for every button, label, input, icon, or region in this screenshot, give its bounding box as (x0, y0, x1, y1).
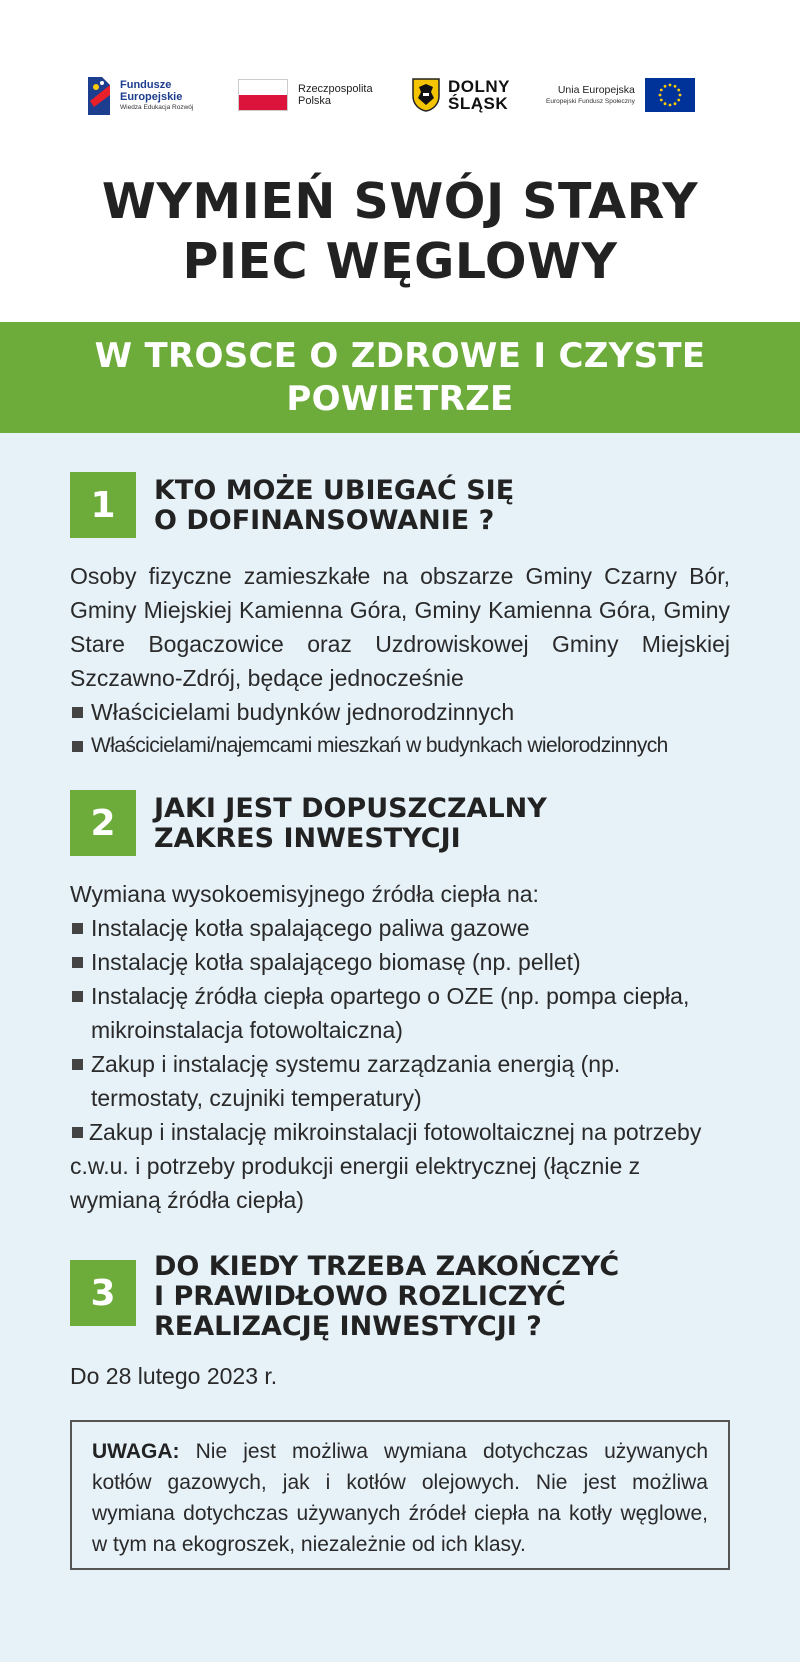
subtitle-band (0, 322, 800, 433)
section-2-title-line1: JAKI JEST DOPUSZCZALNY (154, 793, 547, 824)
fe-name-line1: Fundusze (120, 78, 172, 91)
section-1-title-line1: KTO MOŻE UBIEGAĆ SIĘ (154, 475, 515, 506)
section-1-heading (70, 472, 514, 538)
list-item (70, 729, 730, 763)
section-1-intro: Osoby fizyczne zamieszkałe na obszarze Gminy Czarny Bór, Gminy Miejskiej Kamienna Góra, Gminy Kamienna Góra, Gminy Stare Bogaczowice oraz Uzdrowiskowej Gminy Miejskiej Szczawno-Zdrój, będące jednocześnie (70, 563, 730, 691)
section-3-title-line2: I PRAWIDŁOWO ROZLICZYĆ (154, 1281, 566, 1312)
section-2-heading (70, 790, 547, 856)
section-1-bullet-1: Właścicielami budynków jednorodzinnych (91, 699, 515, 725)
bullet-square-icon (72, 957, 83, 968)
page-title (0, 172, 800, 292)
section-2-bullet-5: Zakup i instalację mikroinstalacji fotowoltaicznej na potrzeby c.w.u. i potrzeby produkcji energii elektrycznej (łącznie z wymianą źródła ciepła) (70, 1119, 702, 1213)
dolny-slask-logo (412, 72, 510, 118)
section-2-body (70, 877, 730, 1217)
bullet-square-icon (72, 1127, 83, 1138)
rzeczpospolita-logo (238, 72, 373, 118)
note-text: Nie jest możliwa wymiana dotychczas używanych kotłów gazowych, jak i kotłów olejowych. Nie jest możliwa wymiana dotychczas używanych źródeł ciepła na kotły węglowe, w tym na ekogroszek, niezależnie od ich klasy. (92, 1440, 708, 1556)
fundusze-europejskie-logo (88, 72, 193, 118)
section-3-title-line3: REALIZACJĘ INWESTYCJI ? (154, 1311, 542, 1342)
ue-line1: Unia Europejska (557, 84, 635, 96)
fundusze-europejskie-icon (88, 73, 112, 117)
bullet-square-icon (72, 707, 83, 718)
section-1-body (70, 559, 730, 763)
fe-name-line2: Europejskie (120, 90, 183, 103)
rp-line1: Rzeczpospolita (298, 83, 373, 95)
section-3-answer: Do 28 lutego 2023 r. (70, 1363, 278, 1389)
list-item (70, 1047, 730, 1115)
rp-line2: Polska (298, 95, 332, 107)
bullet-square-icon (72, 1059, 83, 1070)
section-2-bullet-1: Instalację kotła spalającego paliwa gazowe (91, 915, 530, 941)
section-1-number: 1 (70, 472, 136, 538)
title-line2: PIEC WĘGLOWY (182, 233, 618, 290)
section-1-title-line2: O DOFINANSOWANIE ? (154, 505, 495, 536)
list-item (70, 945, 730, 979)
band-line2: POWIETRZE (286, 378, 514, 419)
section-2-title-line2: ZAKRES INWESTYCJI (154, 823, 461, 854)
list-item (70, 1115, 730, 1217)
list-item (70, 979, 730, 1047)
section-3-body (70, 1359, 730, 1393)
ds-line2: ŚLĄSK (448, 94, 509, 113)
dolny-slask-shield-icon (412, 78, 440, 112)
section-2-bullet-4: Zakup i instalację systemu zarządzania energią (np. termostaty, czujniki temperatury) (91, 1051, 621, 1111)
warning-note (70, 1420, 730, 1570)
ds-line1: DOLNY (448, 77, 510, 96)
title-line1: WYMIEŃ SWÓJ STARY (101, 173, 699, 230)
bullet-square-icon (72, 991, 83, 1002)
section-2-number: 2 (70, 790, 136, 856)
note-label: UWAGA: (92, 1440, 180, 1463)
section-3-title-line1: DO KIEDY TRZEBA ZAKOŃCZYĆ (154, 1251, 620, 1282)
bullet-square-icon (72, 923, 83, 934)
section-2-intro: Wymiana wysokoemisyjnego źródła ciepła na: (70, 881, 539, 907)
polish-flag-icon (238, 79, 288, 111)
section-2-bullet-3: Instalację źródła ciepła opartego o OZE (np. pompa ciepła, mikroinstalacja fotowoltaiczna) (91, 983, 690, 1043)
section-3-number: 3 (70, 1260, 136, 1326)
section-1-bullet-2: Właścicielami/najemcami mieszkań w budynkach wielorodzinnych (91, 734, 668, 757)
bullet-square-icon (72, 741, 83, 752)
section-3-heading (70, 1252, 619, 1342)
list-item (70, 911, 730, 945)
section-2-bullet-2: Instalację kotła spalającego biomasę (np. pellet) (91, 949, 581, 975)
logo-bar (0, 0, 800, 150)
band-line1: W TROSCE O ZDROWE I CZYSTE (94, 335, 706, 376)
fe-tagline: Wiedza Edukacja Rozwój (120, 103, 194, 111)
list-item (70, 695, 730, 729)
eu-flag-icon (645, 78, 695, 112)
unia-europejska-logo (546, 72, 695, 118)
ue-line2: Europejski Fundusz Społeczny (546, 98, 635, 105)
